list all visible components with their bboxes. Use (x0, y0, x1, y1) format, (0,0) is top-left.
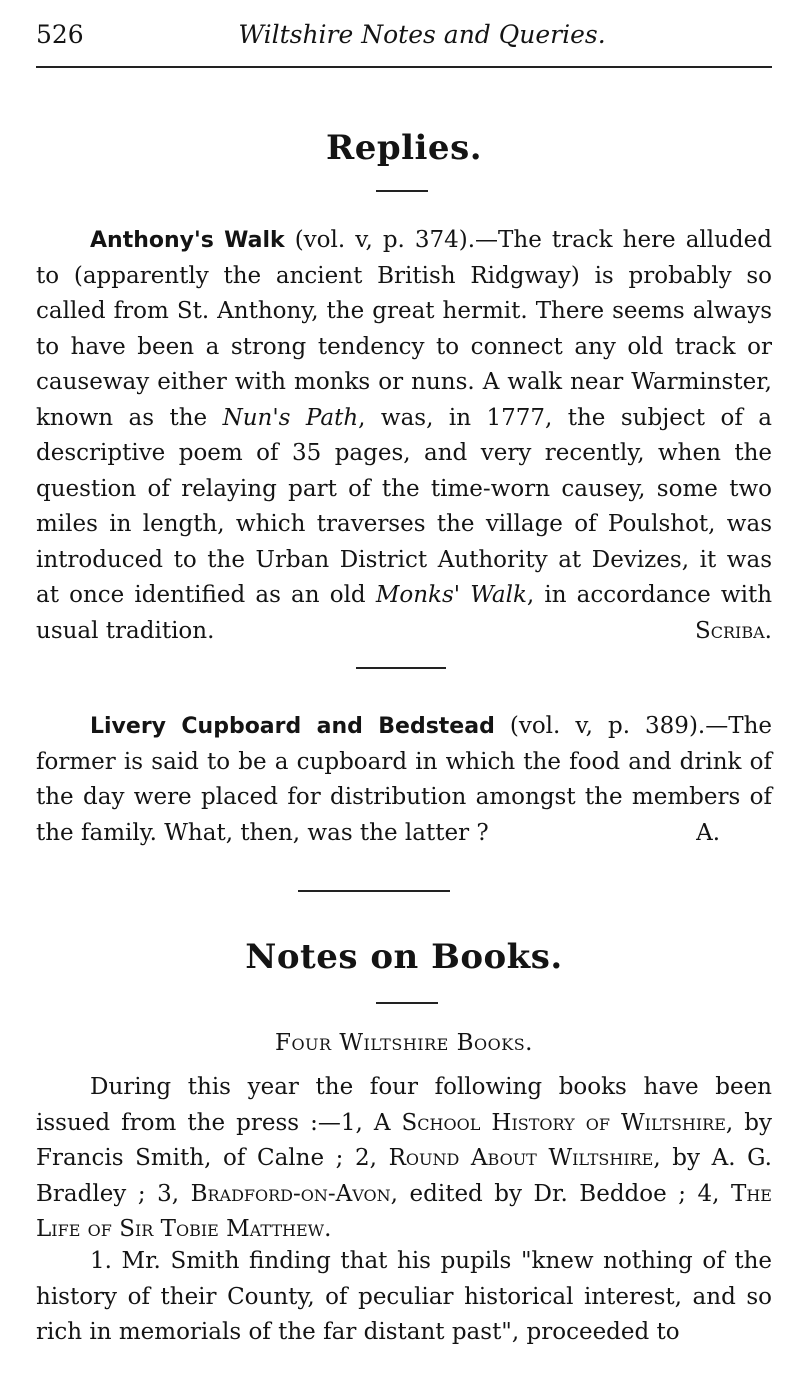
running-head (36, 14, 772, 54)
book-1-title: A School History of Wiltshire (373, 1109, 726, 1136)
livery-cupboard-text: (vol. v, p. 389).—The former is said to be a cupboard in which the food and drink of the day were placed for distribution amongst the members of the family. What, then, was the latter ? (36, 713, 772, 846)
smith-paragraph (36, 1244, 772, 1351)
intro-text-c: , by Francis Smith, of Calne ; 2, (36, 1109, 773, 1171)
page-number: 526 (36, 20, 84, 49)
header-rule (36, 66, 772, 68)
heading-rule (376, 190, 428, 192)
section-divider-long (298, 890, 450, 892)
book-2-title: Round About Wiltshire (388, 1145, 654, 1171)
running-title: Wiltshire Notes and Queries. (238, 20, 606, 49)
livery-cupboard-title: Livery Cupboard and Bedstead (90, 714, 495, 739)
anthonys-walk-title: Anthony's Walk (90, 228, 285, 253)
notes-on-books-heading: Notes on Books. (245, 937, 563, 977)
signature-a: A. (696, 819, 720, 846)
intro-text-a: During this year the four following books have been issued from the press :—1, (36, 1074, 772, 1136)
anthonys-walk-text-3: , in accordance with usual tradition. (36, 582, 773, 644)
book-3-title: Bradford-on-Avon (190, 1180, 391, 1207)
signature-scriba: Scriba. (695, 617, 772, 644)
anthonys-walk-reply (36, 223, 772, 649)
monks-walk: Monks' Walk (375, 582, 527, 608)
book-4-title: The Life of Sir Tobie Matthew (36, 1180, 772, 1242)
books-intro-paragraph (36, 1070, 772, 1248)
nuns-path: Nun's Path (222, 404, 359, 431)
intro-text-e: , edited by Dr. Beddoe ; 4, (390, 1180, 732, 1207)
section-divider (356, 667, 446, 669)
anthonys-walk-text-1: (vol. v, p. 374).—The track here alluded to (apparently the ancient British Ridgway) is probably so called from St. Anthony, the great hermit. There seems always to have been a strong tendency to connect any old track or causeway either with monks or nuns. A walk near Warminster, known as the (36, 227, 772, 431)
intro-text-f: . (324, 1216, 332, 1242)
intro-text-d: , by A. G. Bradley ; 3, (36, 1145, 772, 1207)
replies-heading: Replies. (325, 128, 483, 168)
smith-paragraph-text: 1. Mr. Smith finding that his pupils "knew nothing of the history of their County, of peculiar historical interest, and so rich in memorials of the far distant past", proceeded to (36, 1248, 772, 1345)
livery-cupboard-reply (36, 709, 772, 851)
heading-rule-2 (376, 1002, 438, 1004)
four-wiltshire-books-subhead: Four Wiltshire Books. (274, 1030, 533, 1056)
anthonys-walk-text-2: , was, in 1777, the subject of a descriptive poem of 35 pages, and very recently, when the question of relaying part of the time-worn causey, some two miles in length, which traverses the village of Poulshot, was introduced to the Urban District Authority at Devizes, it was at once identified as an old (36, 404, 772, 608)
